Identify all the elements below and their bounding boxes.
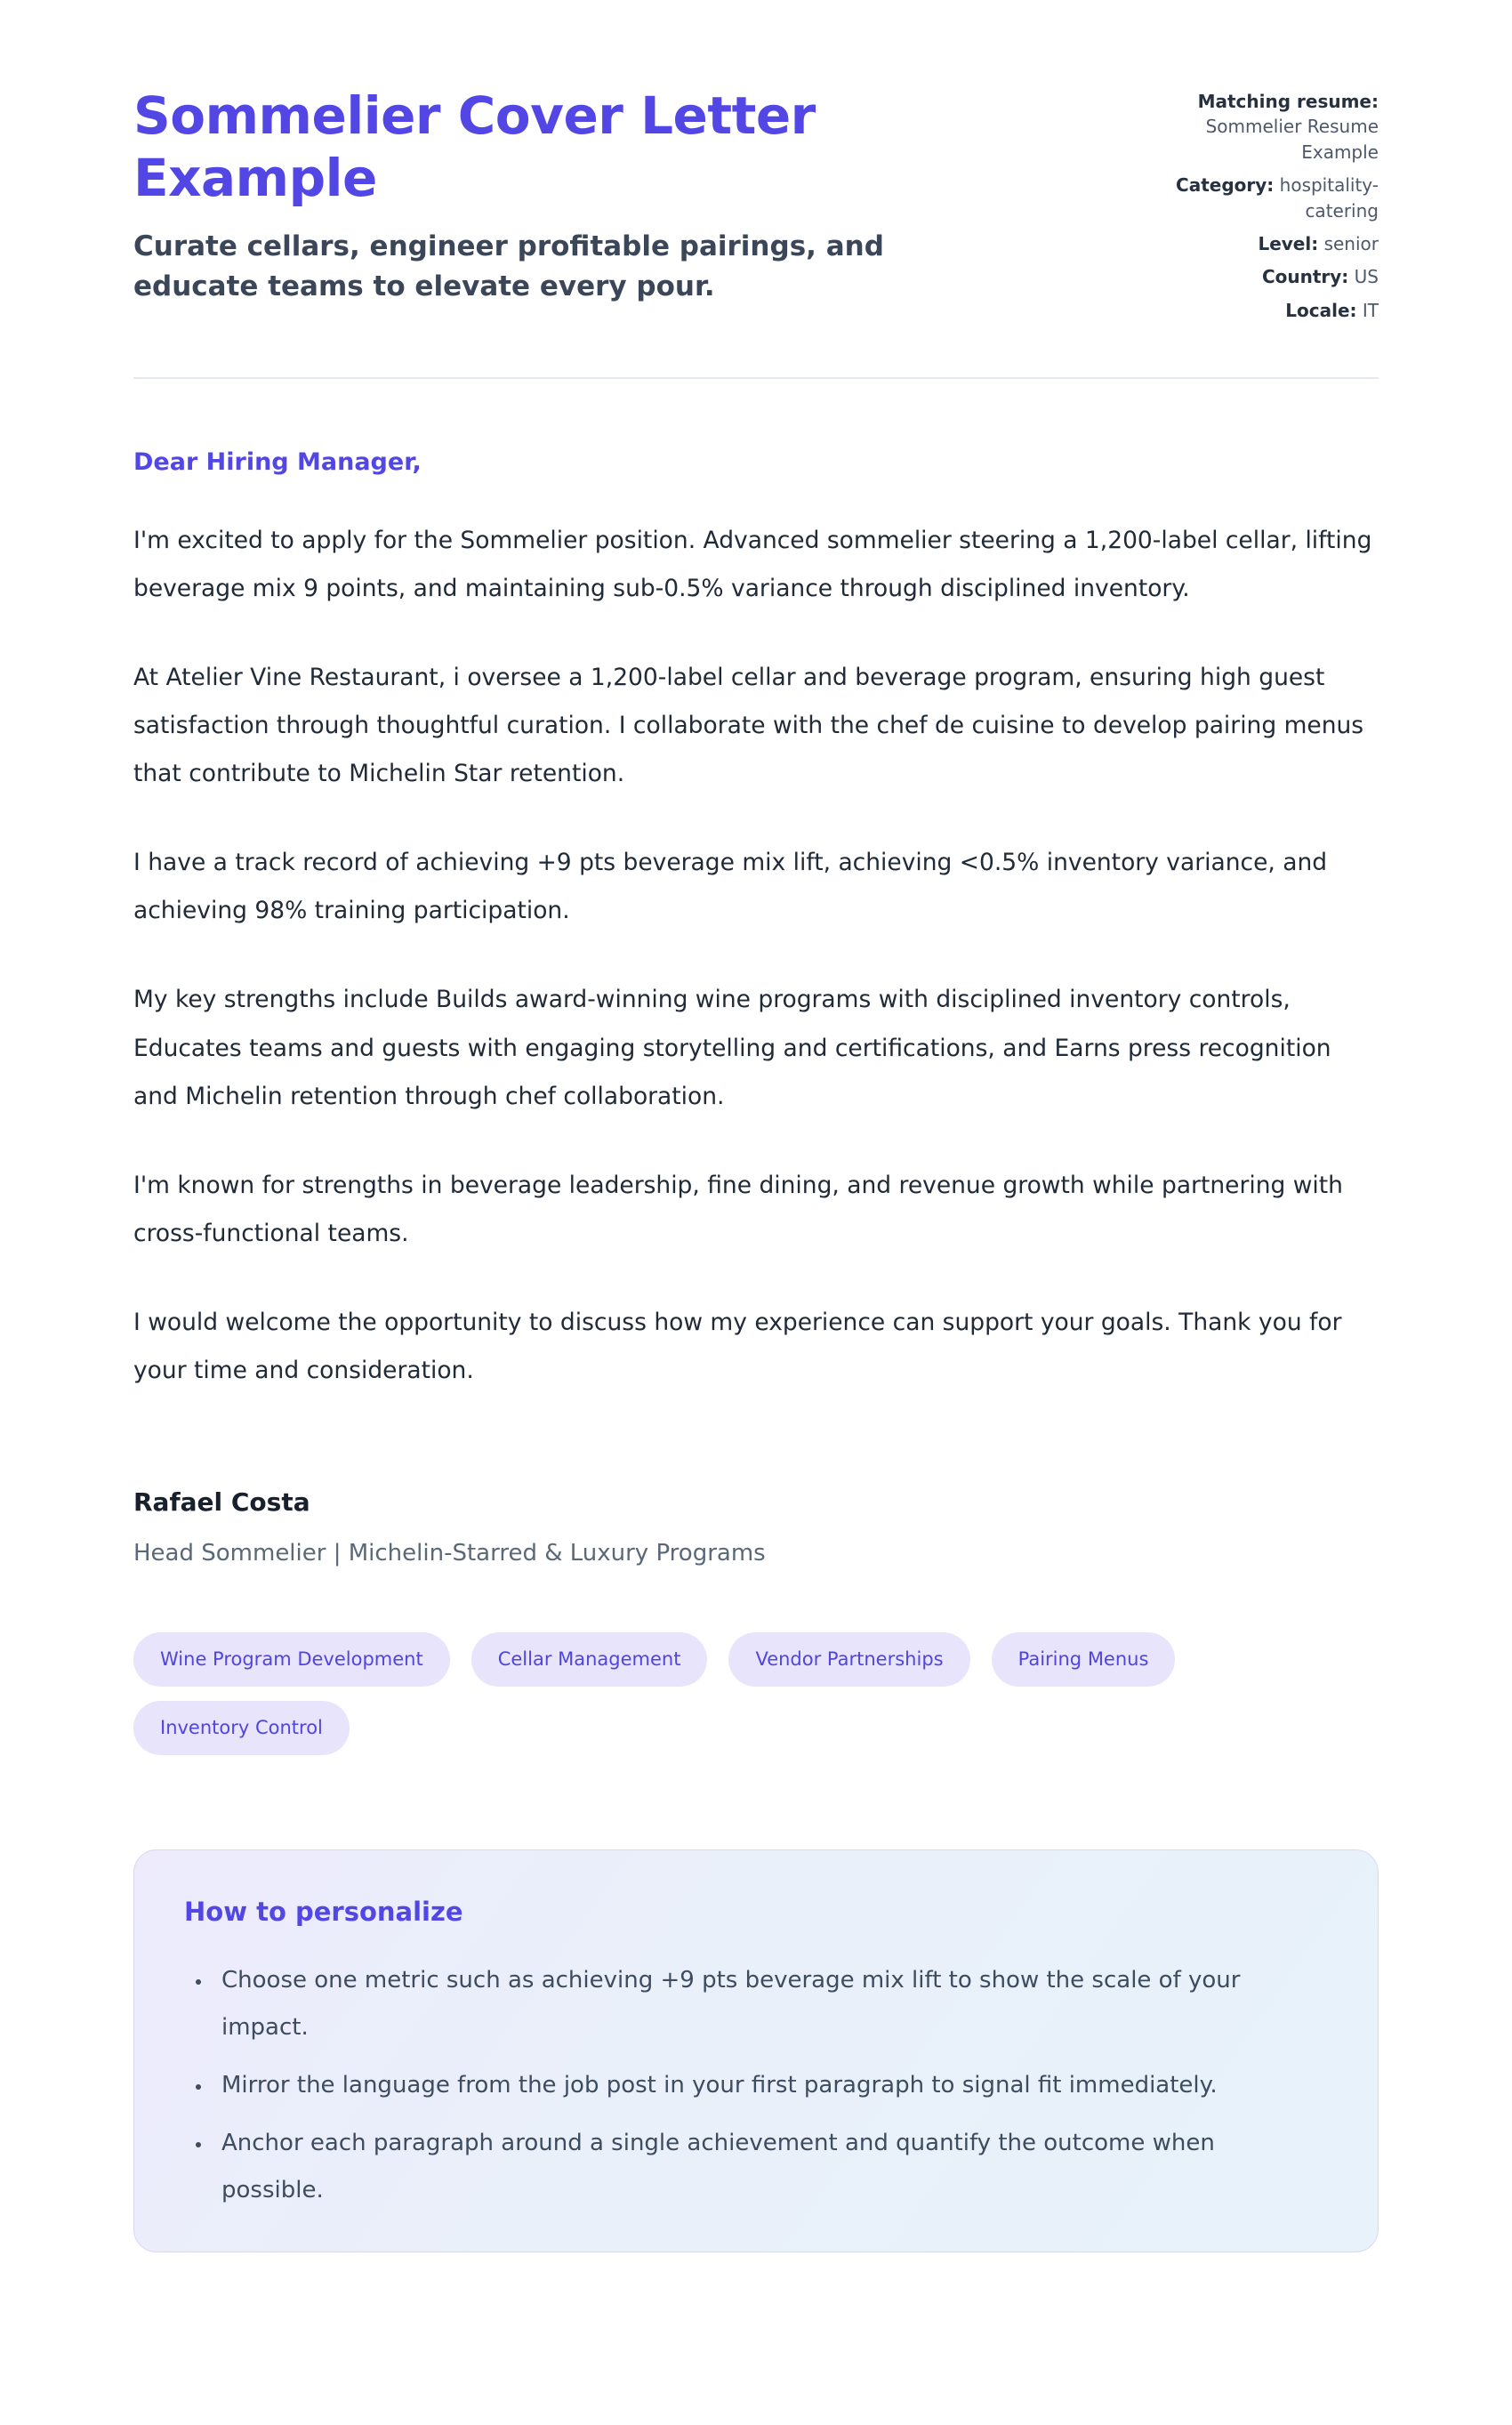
meta-item-category bbox=[1165, 173, 1379, 223]
skill-tag-wine-program-development: Wine Program Development bbox=[133, 1632, 450, 1687]
meta-item-country bbox=[1165, 264, 1379, 289]
letter-paragraph-3: I have a track record of achieving +9 pts beverage mix lift, achieving <0.5% inventory variance, and achieving 98% training participation. bbox=[133, 849, 1328, 925]
page-subtitle: Curate cellars, engineer profitable pairings, and educate teams to elevate every pour. bbox=[133, 230, 884, 303]
skill-tag-cellar-management: Cellar Management bbox=[471, 1632, 708, 1687]
skill-tag-inventory-control: Inventory Control bbox=[133, 1701, 350, 1755]
callout-bullet-list bbox=[184, 1957, 1328, 2214]
header bbox=[133, 85, 1379, 331]
meta-value: Sommelier Resume Example bbox=[1205, 116, 1379, 163]
header-divider bbox=[133, 377, 1379, 379]
letter-paragraph-6: I would welcome the opportunity to discuss how my experience can support your goals. Thank you for your time and consideration. bbox=[133, 1308, 1342, 1384]
meta-value: US bbox=[1354, 266, 1379, 288]
callout-bullet-3: • Anchor each paragraph around a single achievement and quantify the outcome when possible. bbox=[213, 2120, 1298, 2214]
meta-label: Locale: bbox=[1285, 299, 1357, 321]
meta-label: Level: bbox=[1258, 232, 1319, 254]
meta-value: senior bbox=[1323, 232, 1379, 254]
meta-value: hospitality-catering bbox=[1279, 174, 1379, 222]
how-to-personalize-callout bbox=[133, 1849, 1379, 2252]
callout-bullet-1: • Choose one metric such as achieving +9 pts beverage mix lift to show the scale of your impact. bbox=[213, 1957, 1298, 2051]
letter-paragraph-1: I'm excited to apply for the Sommelier position. Advanced sommelier steering a 1,200-label cellar, lifting beverage mix 9 points, and maintaining sub-0.5% variance through disciplined inventory. bbox=[133, 527, 1372, 603]
skill-tags bbox=[133, 1632, 1290, 1755]
signature-name: Rafael Costa bbox=[133, 1486, 310, 1517]
signature-title: Head Sommelier | Michelin-Starred & Luxury Programs bbox=[133, 1539, 766, 1567]
skill-tag-vendor-partnerships: Vendor Partnerships bbox=[728, 1632, 969, 1687]
callout-title: How to personalize bbox=[184, 1897, 463, 1928]
header-title-block bbox=[133, 85, 952, 307]
meta-value: IT bbox=[1362, 299, 1379, 321]
meta-item-matching-resume bbox=[1165, 89, 1379, 165]
meta-label: Country: bbox=[1261, 266, 1349, 288]
letter-paragraph-2: At Atelier Vine Restaurant, i oversee a 1,200-label cellar and beverage program, ensuring high guest satisfaction through thoughtful curation. I collaborate with the chef de cuisine to develop pairing menus that contribute to Michelin Star retention. bbox=[133, 664, 1364, 788]
meta-label: Category: bbox=[1176, 174, 1275, 197]
letter-body bbox=[133, 448, 1379, 2252]
page-title: Sommelier Cover Letter Example bbox=[133, 85, 816, 208]
meta-item-level bbox=[1165, 231, 1379, 256]
letter-paragraph-5: I'm known for strengths in beverage leadership, fine dining, and revenue growth while partnering with cross-functional teams. bbox=[133, 1171, 1343, 1247]
callout-bullet-2: • Mirror the language from the job post in your first paragraph to signal fit immediately. bbox=[213, 2062, 1298, 2109]
letter-paragraph-4: My key strengths include Builds award-winning wine programs with disciplined inventory controls, Educates teams and guests with engaging storytelling and certifications, and Earns press recognition and Michelin retention through chef collaboration. bbox=[133, 986, 1331, 1110]
skill-tag-pairing-menus: Pairing Menus bbox=[992, 1632, 1176, 1687]
letter-salutation: Dear Hiring Manager, bbox=[133, 448, 422, 477]
meta-label: Matching resume: bbox=[1197, 91, 1379, 112]
meta-item-locale bbox=[1165, 298, 1379, 323]
meta-panel bbox=[1165, 85, 1379, 331]
